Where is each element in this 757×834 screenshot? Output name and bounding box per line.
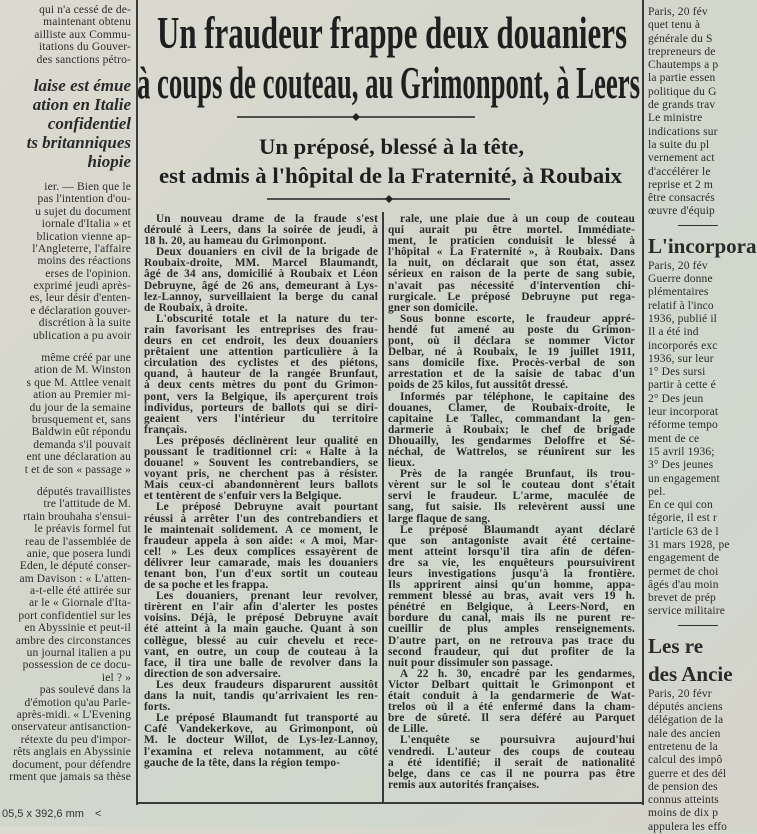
text-line: vendredi. L'auteur des coups de couteau [388,745,635,758]
text-line: nale des ancien [648,727,721,740]
text-line: Le préposé Blaumandt fut transporté au [156,712,378,725]
text-line: A 22 h. 30, encadré par les gendarmes, [400,667,635,680]
paragraph [388,214,635,314]
text-block [648,6,733,219]
text-line: que son antagoniste avait été certaine- [388,534,635,547]
block-gap [0,342,131,352]
text-line: 1° Des sursi [648,366,706,379]
text-line: bordure du canal, mais ils ne purent re- [388,612,635,625]
paragraph [144,680,378,713]
text-line: 3° Des jeunes [648,459,714,472]
text-line: engagement de [648,552,720,565]
text-block [0,181,131,342]
text-line: circulation des cyclistes et des piétons, [144,357,378,370]
text-line: guerre et des dél [648,767,727,780]
text-line: calcul des impô [648,754,723,767]
text-line: Deux douaniers en civil de la brigade de [156,246,378,259]
text-block [648,260,733,619]
paragraph [144,314,378,436]
text-line: L'obscurité totale et la nature du ter- [156,312,378,325]
text-line: face, il tira une balle de revolver dans la [144,656,378,669]
text-line: Roubaix-droite, MM. Marcel Blaumandt, [144,257,378,270]
text-line: M. le docteur Willot, de Lys-lez-Lannoy, [144,734,378,747]
text-line: ation au Premier mi- [33,389,131,402]
text-line: brusquement et, sans [31,413,131,426]
text-line: blication vienne ap- [36,230,131,243]
text-line: cel! » Les deux complices essayèrent de [144,545,378,558]
headline-block [137,0,642,212]
text-line: rêts anglais en Abyssinie [13,746,131,759]
text-block [0,4,131,66]
text-line: brevet de prép [648,592,716,605]
paragraph [144,247,378,314]
column-rule-right [642,0,644,805]
text-line: d'accélérer le [648,165,711,178]
text-line: néchal, de Wattrelos, se réunirent sur les [388,445,635,458]
text-line: prêtaient une attention particulière à la [144,346,378,359]
heading-line: L'incorpora [648,233,757,258]
text-line: a-t-elle été attirée sur [30,585,131,598]
text-line: lieux. [388,457,415,470]
text-block [648,688,733,834]
text-line: des sanctions pétro- [36,53,131,66]
viewer-dimensions-readout: 05,5 x 392,6 mm [2,808,84,820]
heading-line: confidentiel [47,113,131,133]
text-line: leur incorporat [648,406,719,419]
text-line: poids de 25 kilos, fut aussitôt dressé. [388,379,569,392]
text-line: et tentèrent de s'enfuir vers la Belgique. [144,490,342,503]
text-line: gauche de la tête, dans la région tempo- [144,756,341,769]
paragraph [388,469,635,524]
text-line: Delbar, né à Roubaix, le 19 juillet 1911, [388,346,635,359]
text-line: voyant pris, ne cherchent pas à résister. [144,468,378,481]
text-line: était conduit à la gendarmerie de Wat- [388,690,635,703]
text-line: Victor Delbart quittait le Grimonpont et [388,678,635,691]
text-line: entretenu de la [648,740,718,753]
text-line: partir à cette é [648,379,716,392]
text-line: sans domicile fixe. Procès-verbal de son [388,357,635,370]
text-line: moins des réactions [37,255,131,268]
text-line: erses de l'opinion. [45,267,131,280]
text-line: pont, où il déclara se nommer Victor [388,335,635,348]
text-line: incorporés exc [648,339,718,352]
text-line: Informés par téléphone, le capitaine des [400,390,635,403]
text-line: maintenant obtenu [43,16,131,29]
text-line: Paris, 20 févr [648,687,712,700]
text-line: possession de ce docu- [22,659,131,672]
text-line: collègue, blessé au cuir chevelu et rece- [144,634,378,647]
text-line: 1936, publié il [648,312,718,325]
text-line: poussant le traditionnel cri: « Halte à la [144,445,378,458]
text-line: Eden, le député conser- [19,560,131,573]
heading-line: hiopie [87,151,131,171]
text-line: l'Angleterre, l'affaire [32,242,131,255]
text-line: Paris, 20 fév [648,259,708,272]
text-line: politique du G [648,85,717,98]
text-line: itations du Gouver- [38,41,131,54]
text-line: remis aux autorités françaises. [388,778,540,791]
text-line: âgés d'au moin [648,578,719,591]
text-line: permet de choi [648,565,719,578]
article-bottom-rule [137,802,642,804]
text-line: en Abyssinie et peut-il [24,622,131,635]
article-column-1 [144,214,378,769]
text-line: la nuit, on déclarait que son état, assez [388,257,635,270]
text-line: députés travaillistes [36,485,131,498]
text-line: à deux cents mètres du pont du Grimon- [144,379,378,392]
text-line: français. [144,423,188,436]
text-line: Guerre donne [648,273,713,286]
text-line: qui n'a cessé de de- [39,4,131,16]
section-heading [648,632,733,688]
text-line: l'article 63 de l [648,525,719,538]
text-line: de Roubaix, à droite. [144,301,248,314]
text-line: délivrer leur camarade, mais les douaniers [144,556,378,569]
text-line: tégorie, il est r [648,512,717,525]
text-line: de Lille. [388,723,429,736]
text-line: rurgicale. Le préposé Debruyne put rega- [388,290,635,303]
text-line: Chautemps a p [648,59,719,72]
paragraph [144,436,378,503]
text-line: ation de M. Winston [34,364,131,377]
text-line: Ils apprirent ainsi qu'un homme, appa- [388,579,635,592]
text-line: servi le fraudeur. L'arme, maculée de [388,490,635,503]
text-line: sang, fut saisie. Ils relevèrent aussi une [388,501,635,514]
text-line: hendé fut amené au poste du Grimon- [388,323,635,336]
text-line: douanes, Clamer, de Roubaix-droite, le [388,401,635,414]
text-line: œuvre d'équip [648,205,715,218]
text-line: le maintenait solidement. A ce moment, le [144,523,378,536]
paragraph [388,669,635,736]
text-line: Le préposé Blaumandt ayant déclaré [400,523,635,536]
block-gap [0,476,131,486]
text-line: leurs investigations jusqu'à la frontière. [388,568,635,580]
column-rule-middle [382,212,384,802]
text-line: Près de la rangée Brunfaut, ils trou- [400,468,635,481]
text-line: Le préposé Debruyne avait pourtant [156,501,378,514]
text-line: 15 avril 1936; [648,445,715,458]
text-line: L'enquête se poursuivra aujourd'hui [400,734,635,747]
text-line: iel ? » [101,671,131,684]
text-line: tirèrent en l'air afin d'alerter les postes [144,601,378,614]
chevron-left-icon[interactable]: < [95,808,102,820]
text-line: fraudeur appela à son aide: « A moi, Mar- [144,534,378,547]
heading-line: ts britanniques [26,132,131,152]
ornament-diamond-2 [385,195,393,203]
text-line: Baldwin eût répondu [31,426,131,439]
text-line: vèrent sur le sol le couteau dont s'était [388,479,635,492]
text-line: Les douaniers, prenant leur revolver, [156,590,378,603]
text-line: ailliste aux Commu- [34,28,131,41]
text-line: Debruyne, âgé de 26 ans, demeurant à Lys- [144,279,378,292]
article-column-2 [388,214,635,791]
text-line: quet tenu à [648,19,701,32]
text-line: de sa poche et les frappa. [144,579,269,592]
text-line: service militaire [648,605,725,618]
text-line: large flaque de sang. [388,512,491,525]
text-line: réforme tempo [648,419,718,432]
text-line: Les deux fraudeurs disparurent aussitôt [156,678,378,691]
text-line: onservateur antisanction- [11,721,131,734]
text-line: plémentaires [648,286,709,299]
text-block [0,486,131,783]
text-line: rale, une plaie due à un coup de couteau [400,213,635,225]
ornament-diamond-1 [352,113,360,121]
text-line: rment que jamais sa thèse [9,770,131,783]
text-line: le préavis formel fut [34,523,131,536]
text-line: du jour de la semaine [29,401,131,414]
text-line: discrétion à la suite [38,317,131,330]
block-gap [0,171,131,181]
text-line: bre de sûreté. Il sera déféré au Parquet [388,712,635,725]
text-line: l'hôpital « La Fraternité », à Roubaix. Dans [388,246,635,259]
section-divider [678,225,718,226]
text-line: connus atteints [648,794,719,807]
text-line: voisins. Déjà, le préposé Debruyne avait [144,612,378,625]
text-line: remment blessé au bras, avait vers 19 h. [388,590,635,603]
text-line: tre l'attitude de M. [43,498,131,511]
text-line: 1936, sur leur [648,352,714,365]
text-line: ment, le praticien conduisit le blessé à [388,235,635,248]
text-line: es, leur désir d'enten- [29,292,131,305]
text-line: Café Vandekerkove, au Grimonpont, où [144,723,378,736]
text-line: de grands trav [648,99,716,112]
paragraph [388,525,635,669]
text-line: même créé par une [41,352,131,365]
block-gap [0,66,131,76]
text-line: deurs en cet endroit, les deux douaniers [144,335,378,348]
text-line: reprise et 2 m [648,178,714,191]
text-line: trepreneurs de [648,45,716,58]
text-line: relatif à l'inco [648,299,714,312]
text-line: pénétré en Belgique, à Leers-Nord, en [388,601,635,614]
paragraph [144,591,378,680]
text-line: En ce qui con [648,499,713,512]
text-line: sérieux en raison de la perte de sang subie, [388,268,635,281]
text-line: 2° Des jeun [648,392,704,405]
text-line: e déclaration gouver- [30,304,131,317]
text-line: déroulé à Leers, dans la soirée de jeudi, à [144,224,378,237]
text-line: délégation de la [648,714,724,727]
text-line: députés anciens [648,701,723,714]
heading-line: des Ancie [648,661,733,686]
subheadline-line-1: Un préposé, blessé à la tête, [259,134,524,159]
text-line: moins de dix p [648,807,719,820]
text-line: D'autre part, on ne retrouva pas trace du [388,634,635,647]
section-heading [0,76,131,171]
text-line: belge, dans ce cas il ne pourra pas être [388,767,635,780]
right-column-adjacent-articles [648,6,757,833]
text-line: réussi à arrêter l'un des contrebandiers et [144,512,378,525]
text-line: t et de son « passage » [24,463,131,476]
paragraph [388,735,635,790]
text-line: un engagement [648,472,720,485]
text-line: qui aurait pu être mortel. Immédiate- [388,224,635,237]
paragraph [388,392,635,470]
text-line: nuit pour dissimuler son passage. [388,656,553,669]
text-line: rtain brouhaha s'ensui- [23,510,131,523]
text-line: reau de l'assemblée de [25,535,131,548]
text-block [0,352,131,476]
text-line: la partie essen [648,72,716,85]
text-line: douane! » Souvent les contrebandiers, se [144,457,378,470]
text-line: ier. — Bien que le [44,180,131,193]
text-line: gner son domicile. [388,301,479,314]
heading-line: laise est émue [33,75,131,95]
text-line: vernement act [648,152,715,165]
text-line: été atteint à la main gauche. Quant à son [144,623,378,636]
text-line: ublication a pu avoir [33,329,131,342]
text-line: dre sa vie, les enquêteurs poursuivirent [388,556,635,569]
text-line: u sujet du document [35,205,131,218]
left-column-adjacent-article [0,4,131,804]
heading-line: Les re [648,633,704,658]
text-line: iornale d'Italia » et [41,218,131,231]
text-line: n'avait pas nécessité d'intervention chi- [388,279,635,292]
text-line: direction de son adversaire. [144,667,281,680]
text-line: la suite du pl [648,138,710,151]
text-line: après-midi. « L'Evening [16,708,131,721]
text-line: rétexte du peu d'impor- [20,733,131,746]
text-line: indications sur [648,125,718,138]
text-line: 18 h. 20, au hameau du Grimonpont. [144,235,327,248]
text-line: ment atteint lorsqu'il tira afin de défen- [388,545,635,558]
text-line: 31 mars 1928, pe [648,538,730,551]
text-line: Mais ceux-ci abandonnèrent leurs ballots [144,479,378,492]
text-line: document, pour défendre [12,758,131,771]
paragraph [144,214,378,247]
section-divider [678,625,718,626]
text-line: am Davison : « L'atten- [19,572,131,585]
paragraph [144,502,378,591]
text-line: darmerie à Roubaix; le chef de brigade [388,423,635,436]
text-line: âgé de 34 ans, domicilié à Roubaix et Léon [144,268,378,281]
text-line: Sous bonne escorte, le fraudeur appré- [400,312,635,325]
text-line: appulera les effo [648,820,727,833]
text-line: arrestation et de la saisie de tabac d'un [388,368,635,381]
text-line: vant, en outre, un coup de couteau à la [144,645,378,658]
subheadline-line-2: est admis à l'hôpital de la Fraternité, à Roubaix [159,163,622,188]
text-line: demanda s'il pouvait [33,438,131,451]
text-line: de pension des [648,780,718,793]
heading-line: ation en Italie [32,94,131,114]
text-line: Dhouailly, les gendarmes Deloffre et Sé- [388,434,635,447]
text-line: Le ministre [648,112,703,125]
text-line: port confidentiel sur les [18,609,131,622]
text-line: ment de ce [648,432,700,445]
text-line: Les préposés déclinèrent leur qualité en [156,434,378,447]
text-line: un journal italien a pu [26,647,131,660]
headline-line-1: Un fraudeur frappe deux douaniers [157,7,627,58]
text-line: anie, que posera lundi [26,547,131,560]
text-line: ent une déclaration au [26,451,131,464]
text-line: Un nouveau drame de la fraude s'est [156,213,378,225]
text-line: rain favorisant les entreprises des frau- [144,323,378,336]
text-line: d'émotion qu'au Parle- [24,696,131,709]
text-line: exprimé jeudi après- [33,280,131,293]
text-line: s que M. Attlee venait [26,376,131,389]
text-line: dans la nuit, tandis qu'arrivaient les ren- [144,690,378,703]
text-line: tenant bon, l'un d'eux sortit un couteau [144,568,378,580]
text-line: individus, porteurs de ballots qui se diri- [144,401,378,414]
text-line: Il a été ind [648,326,699,339]
text-line: pel. [648,485,666,498]
headline-line-2: à coups de couteau, au Grimonpont, à Leers [137,57,640,108]
text-line: générale du S [648,32,713,45]
text-line: cueillir de plus amples renseignements. [388,623,635,636]
text-line: pas soulevé dans la [39,684,131,697]
text-line: l'examina et releva notamment, au côté [144,745,378,758]
text-line: ambre des circonstances [15,634,131,647]
text-line: trelos où il a été enfermé dans la cham- [388,701,635,714]
text-line: pas l'intention d'ou- [37,193,131,206]
text-line: pont, vers la Belgique, ils aperçurent trois [144,390,378,403]
text-line: geaient vers l'intérieur du territoire [144,412,378,425]
text-line: lez-Lannoy, surveillaient la berge du canal [144,290,378,303]
text-line: second fraudeur, qui dut profiter de la [388,645,635,658]
text-line: être consacrés [648,192,715,205]
section-heading [648,232,757,260]
paragraph [144,713,378,768]
text-line: Paris, 20 fév [648,6,708,18]
text-line: capitaine Le Tallec, commandant la gen- [388,412,635,425]
text-line: forts. [144,701,171,714]
text-line: quand, à hauteur de la rangée Brunfaut, [144,368,378,381]
paragraph [388,314,635,392]
text-line: a été identifié; il serait de nationalité [388,756,635,769]
text-line: ar le « Giornale d'Ita- [29,597,131,610]
